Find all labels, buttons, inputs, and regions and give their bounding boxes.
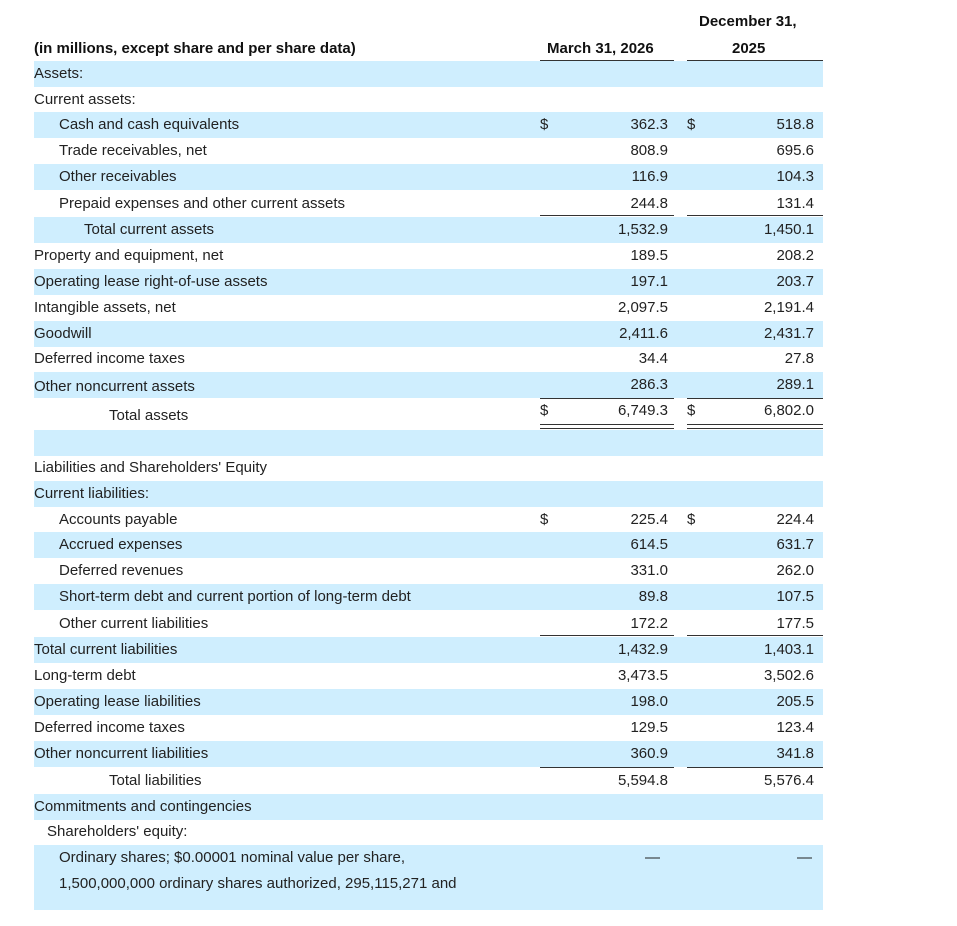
row-commitments-contingencies <box>34 794 823 820</box>
value-march-2026: 2,411.6 <box>619 325 668 342</box>
row-label: Deferred revenues <box>59 562 184 579</box>
row-label: Operating lease liabilities <box>34 693 201 710</box>
value-december-2025: 631.7 <box>776 536 814 553</box>
value-december-2025: 131.4 <box>776 195 814 212</box>
value-december-2025: 341.8 <box>776 745 814 762</box>
value-december-2025: 224.4 <box>776 511 814 528</box>
rule-total-assets-col2 <box>687 398 823 399</box>
currency-symbol: $ <box>687 511 696 528</box>
value-december-2025: 203.7 <box>776 273 814 290</box>
column-header-december-2025-line2: 2025 <box>732 40 766 57</box>
row-label-continued: 1,500,000,000 ordinary shares authorized, 295,115,271 and <box>59 875 457 892</box>
row-label: Deferred income taxes <box>34 350 185 367</box>
column-header-march-2026: March 31, 2026 <box>547 40 654 57</box>
row-label: Total liabilities <box>109 772 202 789</box>
row-other-noncurrent-liabilities <box>34 741 823 767</box>
value-december-2025: 208.2 <box>776 247 814 264</box>
row-label: Deferred income taxes <box>34 719 185 736</box>
row-other-receivables <box>34 164 823 190</box>
value-march-2026: 172.2 <box>630 615 668 632</box>
value-march-2026: 614.5 <box>630 536 668 553</box>
rule-total-current-liabilities-col2 <box>687 635 823 636</box>
value-december-2025: 3,502.6 <box>763 667 814 684</box>
value-december-2025: 289.1 <box>776 376 814 393</box>
value-march-2026: 244.8 <box>630 195 668 212</box>
column-header-december-2025-line1: December 31, <box>699 13 797 30</box>
value-march-2026: — <box>645 849 660 866</box>
value-march-2026: 808.9 <box>630 142 668 159</box>
row-spacer <box>34 430 823 456</box>
row-assets-heading <box>34 61 823 87</box>
currency-symbol: $ <box>687 116 696 133</box>
double-rule-total-assets-col2 <box>687 424 823 429</box>
row-label: Liabilities and Shareholders' Equity <box>34 459 268 476</box>
row-other-noncurrent-assets <box>34 372 823 398</box>
value-march-2026: 331.0 <box>630 562 668 579</box>
row-label: Short-term debt and current portion of long-term debt <box>59 588 411 605</box>
row-label: Goodwill <box>34 325 92 342</box>
row-label: Prepaid expenses and other current assets <box>59 195 346 212</box>
row-label: Assets: <box>34 65 84 82</box>
row-label: Total current assets <box>84 221 215 238</box>
row-current-liabilities-heading <box>34 481 823 507</box>
row-label: Current liabilities: <box>34 485 150 502</box>
row-operating-lease-liabilities <box>34 689 823 715</box>
value-march-2026: 362.3 <box>630 116 668 133</box>
value-march-2026: 129.5 <box>630 719 668 736</box>
row-intangible-assets <box>34 295 823 321</box>
value-december-2025: 27.8 <box>784 350 814 367</box>
value-march-2026: 3,473.5 <box>617 667 668 684</box>
row-property-equipment <box>34 243 823 269</box>
row-total-assets <box>34 398 823 426</box>
rule-total-current-assets-col2 <box>687 215 823 216</box>
value-march-2026: 360.9 <box>630 745 668 762</box>
value-march-2026: 5,594.8 <box>617 772 668 789</box>
rule-total-current-liabilities-col1 <box>540 635 674 636</box>
value-march-2026: 1,432.9 <box>617 641 668 658</box>
row-label: Commitments and contingencies <box>34 798 252 815</box>
row-label: Other receivables <box>59 168 177 185</box>
row-label: Total assets <box>109 407 189 424</box>
row-accounts-payable <box>34 507 823 533</box>
row-other-current-liabilities <box>34 611 823 637</box>
row-label: Ordinary shares; $0.00001 nominal value per share, <box>59 849 406 866</box>
row-accrued-expenses <box>34 532 823 558</box>
double-rule-total-assets-col1 <box>540 424 674 429</box>
row-total-current-liabilities <box>34 637 823 663</box>
currency-symbol: $ <box>687 402 696 419</box>
value-december-2025: 6,802.0 <box>763 402 814 419</box>
units-header: (in millions, except share and per share data) <box>34 40 356 57</box>
currency-symbol: $ <box>540 511 549 528</box>
value-december-2025: 177.5 <box>776 615 814 632</box>
row-label: Long-term debt <box>34 667 136 684</box>
value-december-2025: 5,576.4 <box>763 772 814 789</box>
row-total-current-assets <box>34 217 823 243</box>
value-december-2025: 205.5 <box>776 693 814 710</box>
row-total-liabilities <box>34 768 823 794</box>
value-december-2025: 1,403.1 <box>763 641 814 658</box>
value-december-2025: 518.8 <box>776 116 814 133</box>
currency-symbol: $ <box>540 402 549 419</box>
row-liabilities-equity-heading <box>34 455 823 481</box>
row-label: Property and equipment, net <box>34 247 224 264</box>
value-december-2025: 107.5 <box>776 588 814 605</box>
value-december-2025: 123.4 <box>776 719 814 736</box>
currency-symbol: $ <box>540 116 549 133</box>
value-december-2025: 104.3 <box>776 168 814 185</box>
row-operating-lease-rou <box>34 269 823 295</box>
value-march-2026: 225.4 <box>630 511 668 528</box>
row-label: Accounts payable <box>59 511 178 528</box>
row-shareholders-equity-heading <box>34 819 823 845</box>
value-december-2025: 2,431.7 <box>763 325 814 342</box>
value-march-2026: 89.8 <box>638 588 668 605</box>
row-label: Current assets: <box>34 91 136 108</box>
row-label: Trade receivables, net <box>59 142 207 159</box>
value-march-2026: 6,749.3 <box>617 402 668 419</box>
row-label: Intangible assets, net <box>34 299 176 316</box>
row-current-assets-heading <box>34 87 823 113</box>
value-march-2026: 2,097.5 <box>617 299 668 316</box>
row-label: Cash and cash equivalents <box>59 116 240 133</box>
row-prepaid-expenses <box>34 191 823 217</box>
row-short-term-debt <box>34 584 823 610</box>
row-deferred-income-taxes-asset <box>34 346 823 372</box>
value-december-2025: 1,450.1 <box>763 221 814 238</box>
rule-total-current-assets-col1 <box>540 215 674 216</box>
value-december-2025: — <box>797 849 812 866</box>
value-december-2025: 262.0 <box>776 562 814 579</box>
rule-total-liabilities-col2 <box>687 767 823 768</box>
row-label: Shareholders' equity: <box>47 823 188 840</box>
rule-total-assets-col1 <box>540 398 674 399</box>
row-deferred-revenues <box>34 558 823 584</box>
value-march-2026: 197.1 <box>630 273 668 290</box>
value-december-2025: 2,191.4 <box>763 299 814 316</box>
row-label: Operating lease right-of-use assets <box>34 273 268 290</box>
value-march-2026: 116.9 <box>631 168 668 185</box>
value-march-2026: 1,532.9 <box>617 221 668 238</box>
row-label: Other noncurrent liabilities <box>34 745 209 762</box>
row-goodwill <box>34 321 823 347</box>
value-march-2026: 198.0 <box>630 693 668 710</box>
row-label: Accrued expenses <box>59 536 183 553</box>
row-label: Other noncurrent assets <box>34 378 195 395</box>
row-label: Other current liabilities <box>59 615 209 632</box>
value-march-2026: 189.5 <box>630 247 668 264</box>
value-march-2026: 286.3 <box>630 376 668 393</box>
row-ordinary-shares <box>34 845 823 910</box>
row-long-term-debt <box>34 663 823 689</box>
row-trade-receivables <box>34 138 823 164</box>
value-december-2025: 695.6 <box>776 142 814 159</box>
row-deferred-income-taxes-liability <box>34 715 823 741</box>
row-label: Total current liabilities <box>34 641 178 658</box>
row-cash <box>34 112 823 138</box>
value-march-2026: 34.4 <box>638 350 668 367</box>
rule-total-liabilities-col1 <box>540 767 674 768</box>
